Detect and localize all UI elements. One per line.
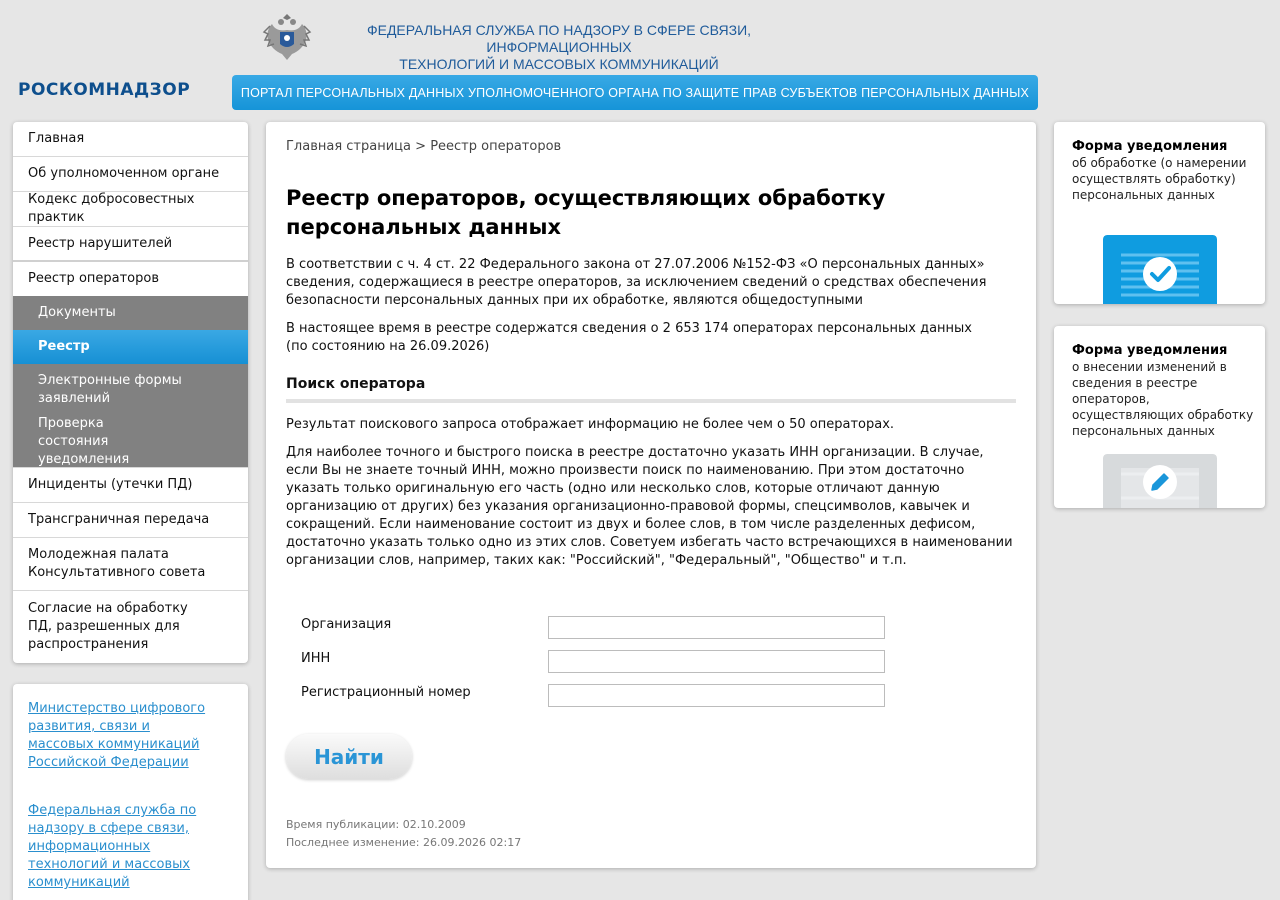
sidebar-item-incidents[interactable]: Инциденты (утечки ПД) xyxy=(13,468,248,503)
related-links xyxy=(13,684,248,900)
sidebar-item-cross-border[interactable]: Трансграничная передача xyxy=(13,503,248,538)
publication-time: Время публикации: 02.10.2009 xyxy=(286,818,466,831)
banner-text: об обработке (о намерении осуществлять обработку) персональных данных xyxy=(1072,156,1247,202)
inn-input[interactable] xyxy=(548,650,885,673)
sidebar-menu xyxy=(13,122,248,663)
sidebar-subitem-notification-status[interactable]: Проверка состояния уведомления xyxy=(13,416,248,468)
main-content xyxy=(266,122,1036,868)
form-row-inn xyxy=(301,650,901,674)
page-title: Реестр операторов, осуществляющих обработку персональных данных xyxy=(286,186,886,239)
portal-title-bar: ПОРТАЛ ПЕРСОНАЛЬНЫХ ДАННЫХ УПОЛНОМОЧЕННОГО ОРГАНА ПО ЗАЩИТЕ ПРАВ СУБЪЕКТОВ ПЕРСОНАЛЬНЫХ ДАННЫХ xyxy=(232,75,1038,110)
search-limit-note: Результат поискового запроса отображает информацию не более чем о 50 операторах. xyxy=(286,417,895,432)
breadcrumb-home[interactable]: Главная страница xyxy=(286,139,411,154)
banner-title: Форма уведомления xyxy=(1072,343,1228,358)
agency-title: ФЕДЕРАЛЬНАЯ СЛУЖБА ПО НАДЗОРУ В СФЕРЕ СВЯЗИ, ИНФОРМАЦИОННЫХ ТЕХНОЛОГИЙ И МАССОВЫХ КОММУНИКАЦИЙ xyxy=(366,22,752,72)
sidebar-subitem-documents[interactable]: Документы xyxy=(13,296,248,330)
sidebar-item-violators-registry[interactable]: Реестр нарушителей xyxy=(13,227,248,262)
document-edit-graphic xyxy=(1103,454,1217,508)
intro-text: В соответствии с ч. 4 ст. 22 Федерального закона от 27.07.2006 №152-ФЗ «О персональных данных» сведения, содержащиеся в реестре операторов, за исключением сведений о средствах обеспечения безопасности персональных данных при их обработке, являются общедоступными xyxy=(286,257,987,308)
link-ministry[interactable]: Министерство цифрового развития, связи и массовых коммуникаций Российской Федерации xyxy=(28,701,206,770)
sidebar-item-about[interactable]: Об уполномоченном органе xyxy=(13,157,248,192)
banner-change-notification-form[interactable] xyxy=(1054,326,1265,508)
sidebar-subitem-registry[interactable]: Реестр xyxy=(13,330,248,364)
roskomnadzor-logo[interactable]: РОСКОМНАДЗОР xyxy=(18,80,191,100)
sidebar-item-operators-registry[interactable]: Реестр операторов xyxy=(28,271,160,286)
sidebar-subitem-electronic-forms[interactable]: Электронные формы заявлений xyxy=(13,364,248,416)
inn-label: ИНН xyxy=(301,651,331,666)
document-check-graphic xyxy=(1103,235,1217,304)
search-section-title: Поиск оператора xyxy=(286,376,1016,403)
last-modified-time: Последнее изменение: 26.09.2026 02:17 xyxy=(286,836,522,849)
sidebar-item-consent[interactable]: Согласие на обработку ПД, разрешенных для распространения xyxy=(28,600,188,652)
sidebar-item-youth-chamber[interactable]: Молодежная палата Консультативного совета xyxy=(13,538,248,591)
form-row-registration-number xyxy=(301,684,901,708)
coat-of-arms-emblem xyxy=(262,10,312,64)
banner-title: Форма уведомления xyxy=(1072,139,1228,154)
registry-count: В настоящее время в реестре содержатся сведения о 2 653 174 операторах персональных данных (по состоянию на 26.09.2026) xyxy=(286,321,972,354)
banner-notification-form[interactable] xyxy=(1054,122,1265,304)
form-row-organization xyxy=(301,616,901,640)
find-button[interactable]: Найти xyxy=(286,734,412,779)
registration-number-label: Регистрационный номер xyxy=(301,685,471,700)
breadcrumb-separator: > xyxy=(415,139,427,154)
organization-label: Организация xyxy=(301,617,392,632)
breadcrumb xyxy=(286,138,1016,156)
organization-input[interactable] xyxy=(548,616,885,639)
breadcrumb-current: Реестр операторов xyxy=(430,139,562,154)
link-roskomnadzor[interactable]: Федеральная служба по надзору в сфере связи, информационных технологий и массовых коммуникаций xyxy=(28,803,197,890)
search-help-text: Для наиболее точного и быстрого поиска в реестре достаточно указать ИНН организации. В случае, если Вы не знаете точный ИНН, можно произвести поиск по наименованию. При этом достаточно указать только оригинальную его часть (одно или несколько слов, которые отличают данную организацию от других) без указания организационно-правовой формы, спецсимволов, кавычек и сокращений. Если наименование состоит из двух и более слов, в том числе разделенных дефисом, достаточно указать только одно из этих слов. Советуем избегать часто встречающихся в наименовании организации слов, например, таких как: "Российский", "Федеральный", "Общество" и т.п. xyxy=(286,445,1013,568)
sidebar-item-home[interactable]: Главная xyxy=(13,122,248,157)
sidebar-item-code-of-practice[interactable]: Кодекс добросовестных практик xyxy=(13,192,248,227)
banner-text: о внесении изменений в сведения в реестре операторов, осуществляющих обработку персональных данных xyxy=(1072,360,1254,438)
registration-number-input[interactable] xyxy=(548,684,885,707)
